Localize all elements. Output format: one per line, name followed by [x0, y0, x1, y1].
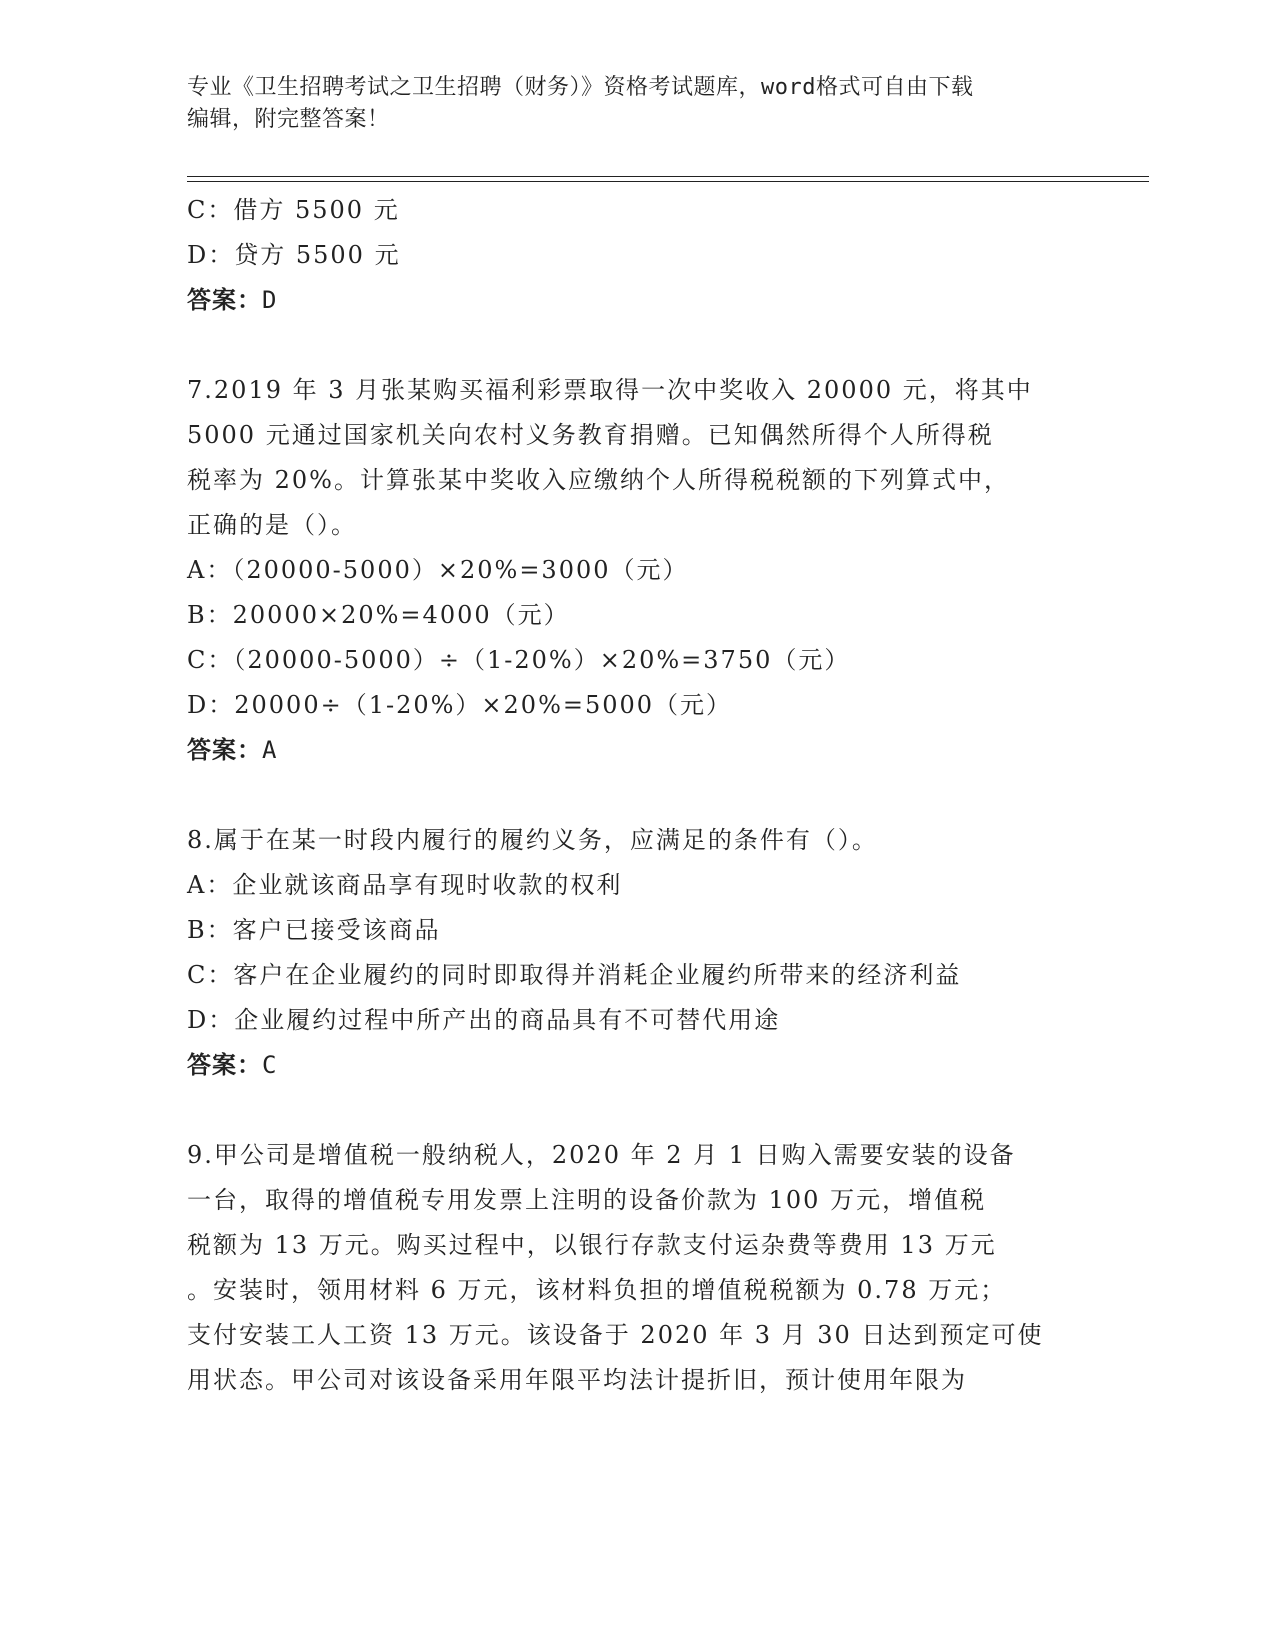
spacer: [187, 1088, 1067, 1133]
spacer: [187, 773, 1067, 818]
header-line-1: 专业《卫生招聘考试之卫生招聘（财务）》资格考试题库，word格式可自由下载: [187, 75, 974, 100]
question-6-option-c: C：借方 5500 元: [187, 196, 400, 224]
question-9-stem-line: 税额为 13 万元。购买过程中，以银行存款支付运杂费等费用 13 万元: [187, 1231, 997, 1259]
question-9-stem-line: 用状态。甲公司对该设备采用年限平均法计提折旧，预计使用年限为: [187, 1366, 967, 1394]
spacer: [187, 323, 1067, 368]
question-6-tail: [187, 188, 1067, 323]
question-8-option-c: C：客户在企业履约的同时即取得并消耗企业履约所带来的经济利益: [187, 961, 962, 989]
question-7-option-d: D：20000÷（1-20%）×20%=5000（元）: [187, 691, 733, 719]
question-6-answer: [187, 278, 1067, 323]
question-7-stem-line: 税率为 20%。计算张某中奖收入应缴纳个人所得税税额的下列算式中，: [187, 466, 1010, 494]
answer-value: C: [262, 1051, 278, 1079]
answer-label: 答案：: [187, 1051, 262, 1079]
question-7-option-b: B：20000×20%=4000（元）: [187, 601, 570, 629]
question-7: [187, 368, 1067, 773]
header-divider-bottom: [187, 181, 1149, 182]
question-9-stem-line: 。安装时，领用材料 6 万元，该材料负担的增值税税额为 0.78 万元；: [187, 1276, 1007, 1304]
header-divider-top: [187, 176, 1149, 177]
question-9: [187, 1133, 1067, 1403]
header-line-2: 编辑，附完整答案！: [187, 107, 390, 132]
page-header: [187, 72, 1087, 136]
question-7-stem-line: 5000 元通过国家机关向农村义务教育捐赠。已知偶然所得个人所得税: [187, 421, 994, 449]
question-8-option-a: A：企业就该商品享有现时收款的权利: [187, 871, 623, 899]
question-content: [187, 188, 1067, 1403]
question-8: [187, 818, 1067, 1088]
question-8-answer: [187, 1043, 1067, 1088]
question-7-stem-line: 7.2019 年 3 月张某购买福利彩票取得一次中奖收入 20000 元，将其中: [187, 376, 1033, 404]
question-9-stem-line: 支付安装工人工资 13 万元。该设备于 2020 年 3 月 30 日达到预定可使: [187, 1321, 1044, 1349]
answer-value: D: [262, 286, 278, 314]
answer-label: 答案：: [187, 736, 262, 764]
question-8-option-d: D：企业履约过程中所产出的商品具有不可替代用途: [187, 1006, 781, 1034]
question-8-stem-line: 8.属于在某一时段内履行的履约义务，应满足的条件有（）。: [187, 826, 878, 854]
answer-value: A: [262, 736, 278, 764]
question-7-option-c: C：（20000-5000）÷（1-20%）×20%=3750（元）: [187, 646, 851, 674]
answer-label: 答案：: [187, 286, 262, 314]
question-6-option-d: D：贷方 5500 元: [187, 241, 401, 269]
question-7-stem-line: 正确的是（）。: [187, 511, 357, 539]
question-7-answer: [187, 728, 1067, 773]
question-7-option-a: A：（20000-5000）×20%=3000（元）: [187, 556, 689, 584]
question-9-stem-line: 9.甲公司是增值税一般纳税人，2020 年 2 月 1 日购入需要安装的设备: [187, 1141, 1016, 1169]
question-9-stem-line: 一台，取得的增值税专用发票上注明的设备价款为 100 万元，增值税: [187, 1186, 987, 1214]
question-8-option-b: B：客户已接受该商品: [187, 916, 441, 944]
